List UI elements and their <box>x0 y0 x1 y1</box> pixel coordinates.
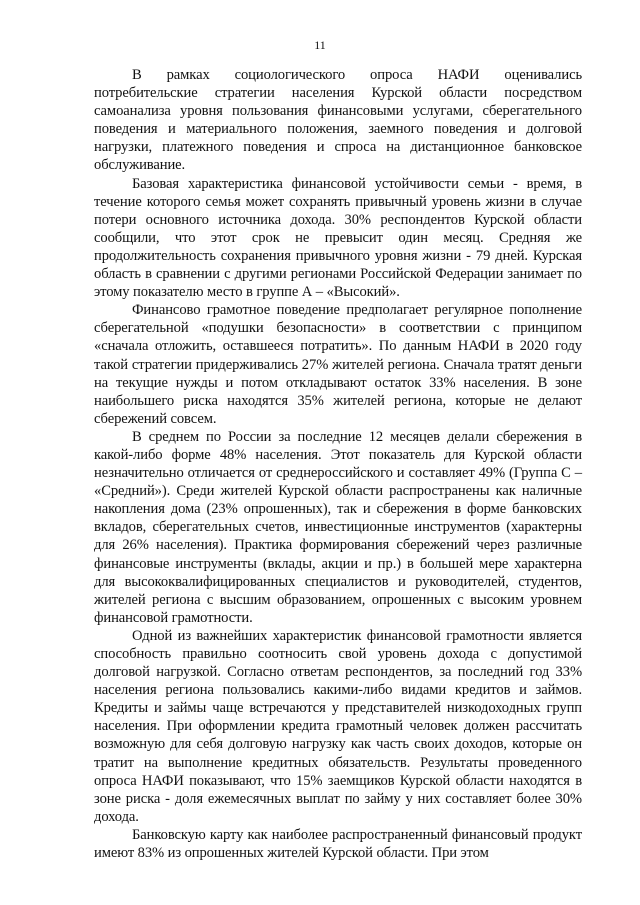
page-number: 11 <box>314 38 326 52</box>
paragraph-debt-load: Одной из важнейших характеристик финансовой грамотности является способность правильно соотносить свой уровень дохода с допустимой долговой нагрузкой. Согласно ответам респондентов, за последний год 33% населения региона пользовались какими-либо видами кредитов и займов. Кредиты и займы чаще встречаются у представителей низкодоходных групп населения. При оформлении кредита грамотный человек должен рассчитать возможную для себя долговую нагрузку как часть своих доходов, которые он тратит на выполнение кредитных обязательств. Результаты проведенного опроса НАФИ показывают, что 15% заемщиков Курской области находятся в зоне риска - доля ежемесячных выплат по займу у них составляет более 30% дохода. <box>94 627 582 825</box>
paragraph-savings-strategy: Финансово грамотное поведение предполагает регулярное пополнение сберегательной «подушки безопасности» в соответствии с принципом «сначала отложить, оставшееся потратить». По данным НАФИ в 2020 году такой стратегии придерживались 27% жителей региона. Сначала тратят деньги на текущие нужды и потом откладывают остаток 33% населения. В зоне наибольшего риска находятся 35% жителей региона, которые не делают сбережений совсем. <box>94 302 582 427</box>
paragraph-financial-stability: Базовая характеристика финансовой устойчивости семьи - время, в течение которого семья может сохранять привычный уровень жизни в случае потери основного источника дохода. 30% респондентов Курской области сообщили, что этот срок не превысит один месяц. Средняя же продолжительность сохранения привычного уровня жизни - 79 дней. Курская область в сравнении с другими регионами Российской Федерации занимает по этому показателю место в группе А – «Высокий». <box>94 175 582 301</box>
paragraph-savings-forms: В среднем по России за последние 12 месяцев делали сбережения в какой-либо форме 48% населения. Этот показатель для Курской области незначительно отличается от среднероссийского и составляет 49% (Группа С – «Средний»). Среди жителей Курской области распространены как наличные накопления дома (23% опрошенных), так и сбережения в форме банковских вкладов, сберегательных счетов, инвестиционные инструментов (характерны для 26% населения). Практика формирования сбережений через различные финансовые инструменты (вклады, акции и пр.) в большей мере характерна для высококвалифицированных специалистов и руководителей, студентов, жителей региона с высшим образованием, опрошенных с высоким уровнем финансовой грамотности. <box>94 428 582 626</box>
body-text <box>94 66 582 862</box>
paragraph-bank-cards: Банковскую карту как наиболее распространенный финансовый продукт имеют 83% из опрошенных жителей Курской области. При этом <box>94 826 582 862</box>
paragraph-survey-intro: В рамках социологического опроса НАФИ оценивались потребительские стратегии населения Курской области посредством самоанализа уровня пользования финансовыми услугами, сберегательного поведения и материального положения, заемного поведения и долговой нагрузки, платежного поведения и спроса на дистанционное банковское обслуживание. <box>94 67 582 174</box>
